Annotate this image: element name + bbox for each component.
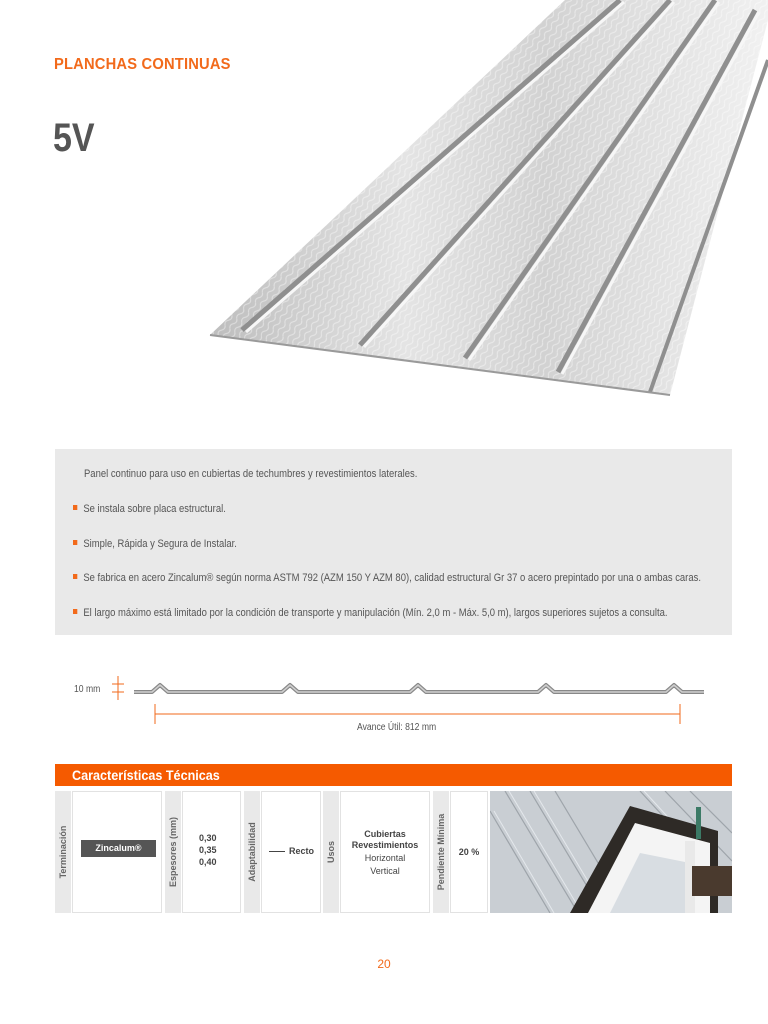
bullet-icon [73, 505, 77, 510]
bullet-icon [73, 540, 77, 545]
espesor-value: 0,30 [199, 833, 217, 843]
height-dimension-label: 10 mm [74, 684, 101, 695]
section-label: PLANCHAS CONTINUAS [54, 56, 231, 73]
usos-item: Vertical [370, 866, 400, 876]
bullet-item: Se fabrica en acero Zincalum® según norma ASTM 792 (AZM 150 Y AZM 80), calidad estructural Gr 37 o acero prepintado por una o ambas caras. [73, 572, 701, 584]
bullet-item: El largo máximo está limitado por la condición de transporte y manipulación (Mín. 2,0 m - Máx. 5,0 m), largos superiores sujetos a consulta. [73, 607, 667, 619]
bullet-item: Simple, Rápida y Segura de Instalar. [73, 538, 237, 550]
terminacion-label-cell: Terminación [55, 791, 71, 913]
terminacion-tag: Zincalum® [81, 840, 156, 857]
adaptabilidad-cell [261, 791, 321, 913]
terminacion-cell [72, 791, 162, 913]
product-title: 5V [53, 116, 95, 160]
bullet-icon [73, 574, 77, 579]
adaptabilidad-label-cell: Adaptabilidad [244, 791, 260, 913]
bullet-icon [73, 609, 77, 614]
bullet-item: Se instala sobre placa estructural. [73, 503, 226, 515]
pendiente-cell [450, 791, 488, 913]
width-dimension-label: Avance Útil: 812 mm [357, 722, 437, 733]
usos-label-cell: Usos [323, 791, 339, 913]
usos-title: Cubiertas [364, 829, 406, 839]
profile-diagram [60, 668, 720, 738]
pendiente-value: 20 % [458, 847, 480, 857]
pendiente-label-cell: Pendiente Mínima [433, 791, 449, 913]
profile-drawing [60, 668, 720, 738]
dash-icon [269, 851, 285, 852]
usos-item: Horizontal [364, 853, 406, 863]
espesor-value: 0,40 [199, 857, 217, 867]
usos-title: Revestimientos [351, 840, 419, 850]
espesores-cell [182, 791, 241, 913]
tech-header-title: Características Técnicas [72, 767, 220, 783]
espesor-value: 0,35 [199, 845, 217, 855]
espesores-label-cell: Espesores (mm) [165, 791, 181, 913]
product-sheet-image [200, 0, 768, 412]
usos-cell [340, 791, 430, 913]
tech-header-bar [55, 764, 732, 786]
description-intro: Panel continuo para uso en cubiertas de techumbres y revestimientos laterales. [84, 468, 418, 480]
tech-specs-row [55, 791, 732, 913]
roof-photo [490, 791, 732, 913]
adaptabilidad-value: Recto [289, 846, 315, 856]
description-panel [55, 449, 732, 635]
page-number: 20 [377, 957, 391, 971]
